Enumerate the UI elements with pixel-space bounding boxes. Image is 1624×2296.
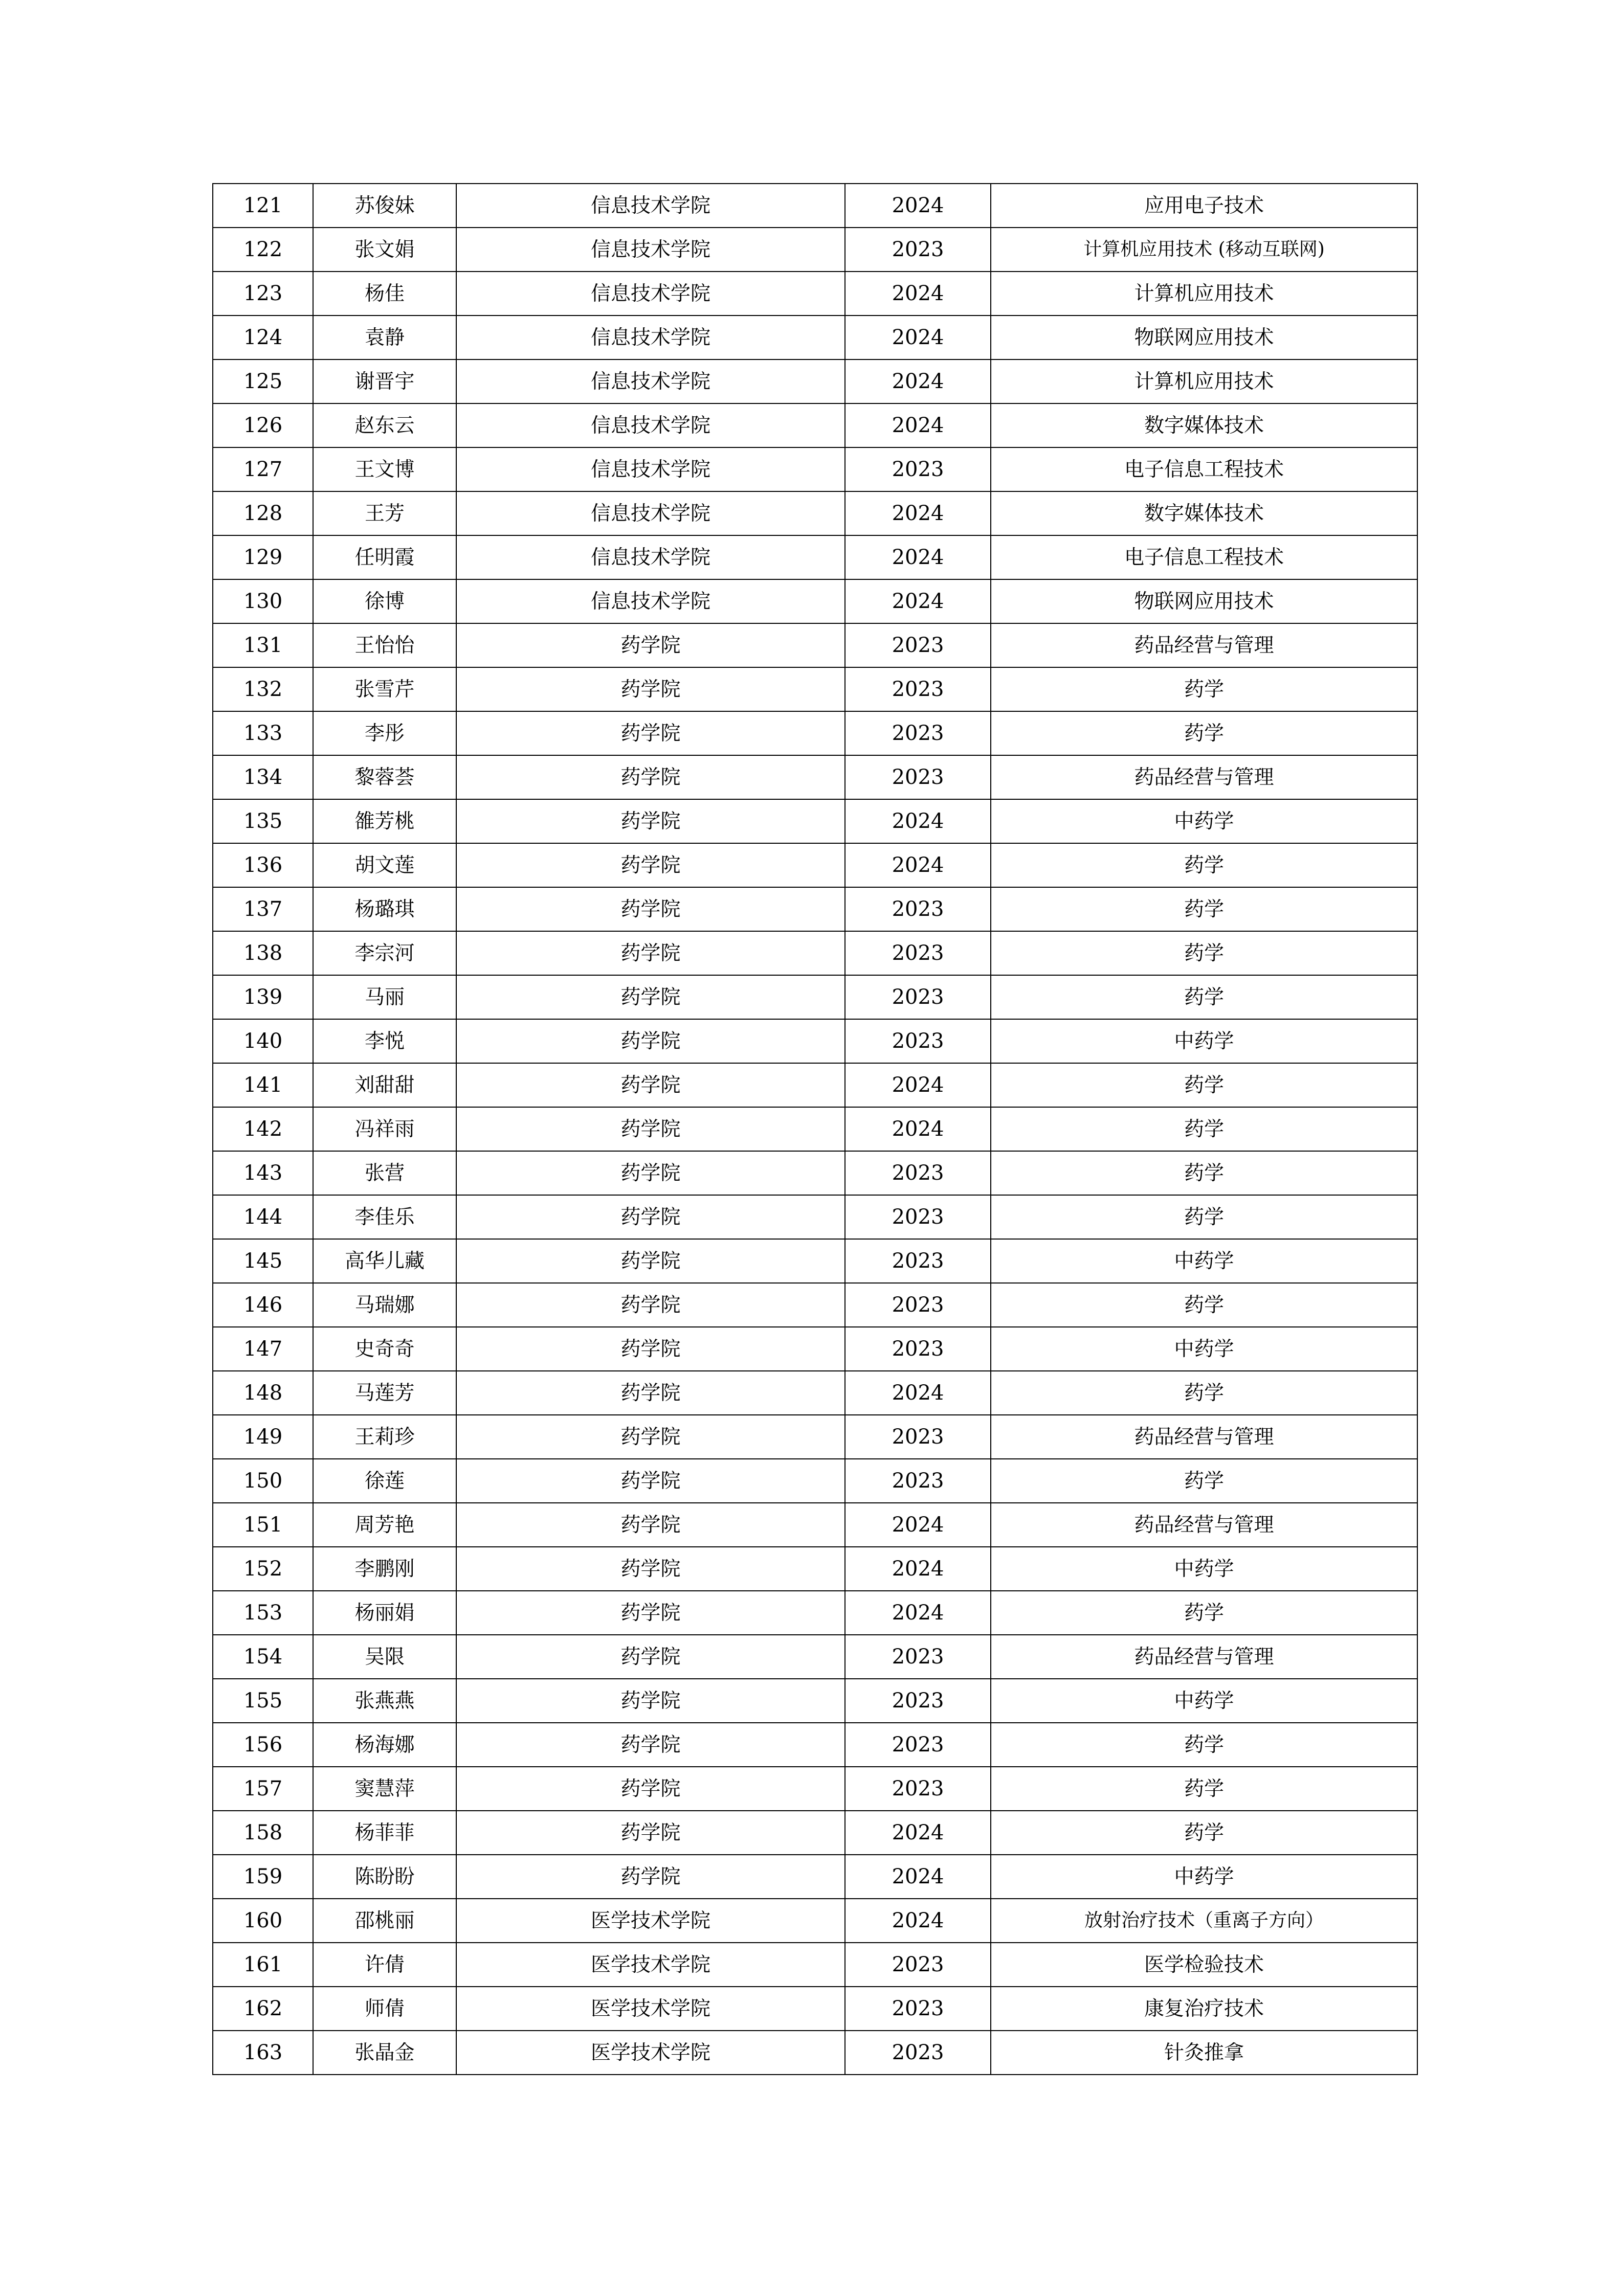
cell-major: 物联网应用技术 — [991, 316, 1417, 359]
cell-major: 药品经营与管理 — [991, 1635, 1417, 1679]
cell-sequence-number: 131 — [213, 623, 313, 667]
cell-grade-year: 2023 — [845, 975, 991, 1019]
cell-grade-year: 2024 — [845, 1371, 991, 1415]
cell-grade-year: 2023 — [845, 1239, 991, 1283]
cell-grade-year: 2023 — [845, 755, 991, 799]
cell-student-name: 李宗河 — [313, 931, 456, 975]
table-row — [213, 272, 1417, 316]
cell-grade-year: 2024 — [845, 799, 991, 843]
cell-major: 中药学 — [991, 1547, 1417, 1591]
cell-student-name: 赵东云 — [313, 403, 456, 447]
table-row — [213, 1415, 1417, 1459]
cell-college: 药学院 — [456, 755, 845, 799]
cell-student-name: 张文娟 — [313, 228, 456, 272]
cell-major: 中药学 — [991, 1679, 1417, 1723]
cell-grade-year: 2024 — [845, 535, 991, 579]
cell-major: 药学 — [991, 1195, 1417, 1239]
cell-student-name: 窦慧萍 — [313, 1767, 456, 1811]
cell-grade-year: 2024 — [845, 1899, 991, 1943]
cell-sequence-number: 150 — [213, 1459, 313, 1503]
cell-major: 电子信息工程技术 — [991, 447, 1417, 491]
table-row — [213, 1547, 1417, 1591]
cell-sequence-number: 125 — [213, 359, 313, 403]
cell-major: 药学 — [991, 1767, 1417, 1811]
cell-college: 医学技术学院 — [456, 1899, 845, 1943]
cell-student-name: 袁静 — [313, 316, 456, 359]
cell-student-name: 张晶金 — [313, 2031, 456, 2075]
cell-student-name: 刘甜甜 — [313, 1063, 456, 1107]
cell-major: 药学 — [991, 1151, 1417, 1195]
cell-sequence-number: 144 — [213, 1195, 313, 1239]
cell-college: 药学院 — [456, 1767, 845, 1811]
cell-sequence-number: 122 — [213, 228, 313, 272]
cell-student-name: 张营 — [313, 1151, 456, 1195]
table-row — [213, 1195, 1417, 1239]
table-row — [213, 359, 1417, 403]
table-row — [213, 1767, 1417, 1811]
table-row — [213, 1063, 1417, 1107]
table-row — [213, 1019, 1417, 1063]
table-row — [213, 2031, 1417, 2075]
cell-student-name: 马瑞娜 — [313, 1283, 456, 1327]
cell-college: 药学院 — [456, 1855, 845, 1899]
cell-major: 数字媒体技术 — [991, 491, 1417, 535]
cell-sequence-number: 142 — [213, 1107, 313, 1151]
cell-major: 医学检验技术 — [991, 1943, 1417, 1987]
cell-college: 药学院 — [456, 1547, 845, 1591]
cell-major: 康复治疗技术 — [991, 1987, 1417, 2031]
cell-student-name: 冯祥雨 — [313, 1107, 456, 1151]
cell-sequence-number: 154 — [213, 1635, 313, 1679]
cell-sequence-number: 140 — [213, 1019, 313, 1063]
cell-college: 信息技术学院 — [456, 184, 845, 228]
cell-major: 药学 — [991, 1371, 1417, 1415]
cell-sequence-number: 137 — [213, 887, 313, 931]
cell-major: 物联网应用技术 — [991, 579, 1417, 623]
cell-sequence-number: 121 — [213, 184, 313, 228]
cell-grade-year: 2023 — [845, 1327, 991, 1371]
cell-grade-year: 2023 — [845, 1151, 991, 1195]
cell-student-name: 王芳 — [313, 491, 456, 535]
cell-student-name: 杨海娜 — [313, 1723, 456, 1767]
cell-grade-year: 2023 — [845, 1635, 991, 1679]
cell-grade-year: 2023 — [845, 1415, 991, 1459]
cell-college: 信息技术学院 — [456, 491, 845, 535]
cell-college: 信息技术学院 — [456, 535, 845, 579]
cell-student-name: 王文博 — [313, 447, 456, 491]
cell-student-name: 李鹏刚 — [313, 1547, 456, 1591]
table-row — [213, 1635, 1417, 1679]
table-row — [213, 1327, 1417, 1371]
cell-student-name: 邵桃丽 — [313, 1899, 456, 1943]
cell-sequence-number: 128 — [213, 491, 313, 535]
table-row — [213, 1503, 1417, 1547]
cell-grade-year: 2023 — [845, 1459, 991, 1503]
cell-college: 药学院 — [456, 1063, 845, 1107]
table-row — [213, 1943, 1417, 1987]
cell-grade-year: 2024 — [845, 184, 991, 228]
cell-sequence-number: 163 — [213, 2031, 313, 2075]
table-row — [213, 535, 1417, 579]
table-row — [213, 799, 1417, 843]
cell-student-name: 李悦 — [313, 1019, 456, 1063]
cell-major: 数字媒体技术 — [991, 403, 1417, 447]
cell-sequence-number: 156 — [213, 1723, 313, 1767]
cell-major: 药学 — [991, 1459, 1417, 1503]
cell-major: 药品经营与管理 — [991, 1415, 1417, 1459]
cell-sequence-number: 161 — [213, 1943, 313, 1987]
cell-student-name: 胡文莲 — [313, 843, 456, 887]
cell-college: 药学院 — [456, 711, 845, 755]
cell-major: 药学 — [991, 1283, 1417, 1327]
cell-sequence-number: 126 — [213, 403, 313, 447]
cell-major: 中药学 — [991, 1019, 1417, 1063]
cell-college: 药学院 — [456, 887, 845, 931]
cell-grade-year: 2023 — [845, 2031, 991, 2075]
cell-grade-year: 2023 — [845, 1283, 991, 1327]
cell-student-name: 徐莲 — [313, 1459, 456, 1503]
table-row — [213, 843, 1417, 887]
cell-college: 药学院 — [456, 1327, 845, 1371]
cell-sequence-number: 141 — [213, 1063, 313, 1107]
cell-major: 放射治疗技术（重离子方向） — [991, 1899, 1417, 1943]
table-row — [213, 184, 1417, 228]
cell-college: 药学院 — [456, 1503, 845, 1547]
cell-grade-year: 2023 — [845, 447, 991, 491]
cell-sequence-number: 147 — [213, 1327, 313, 1371]
cell-major: 药学 — [991, 1063, 1417, 1107]
cell-student-name: 谢晋宇 — [313, 359, 456, 403]
cell-college: 药学院 — [456, 843, 845, 887]
cell-grade-year: 2024 — [845, 843, 991, 887]
cell-grade-year: 2023 — [845, 1723, 991, 1767]
table-row — [213, 1987, 1417, 2031]
cell-major: 药学 — [991, 931, 1417, 975]
cell-major: 计算机应用技术 — [991, 359, 1417, 403]
cell-major: 中药学 — [991, 1327, 1417, 1371]
cell-grade-year: 2023 — [845, 1987, 991, 2031]
cell-sequence-number: 138 — [213, 931, 313, 975]
table-row — [213, 1811, 1417, 1855]
cell-major: 计算机应用技术 — [991, 272, 1417, 316]
table-row — [213, 1371, 1417, 1415]
cell-sequence-number: 155 — [213, 1679, 313, 1723]
cell-major: 中药学 — [991, 1855, 1417, 1899]
cell-grade-year: 2024 — [845, 491, 991, 535]
cell-sequence-number: 135 — [213, 799, 313, 843]
cell-college: 药学院 — [456, 1679, 845, 1723]
cell-sequence-number: 132 — [213, 667, 313, 711]
roster-table-container — [212, 183, 1417, 2075]
table-row — [213, 228, 1417, 272]
cell-sequence-number: 151 — [213, 1503, 313, 1547]
cell-student-name: 徐博 — [313, 579, 456, 623]
cell-college: 信息技术学院 — [456, 447, 845, 491]
cell-grade-year: 2024 — [845, 1107, 991, 1151]
cell-college: 药学院 — [456, 1239, 845, 1283]
cell-student-name: 许倩 — [313, 1943, 456, 1987]
cell-student-name: 任明霞 — [313, 535, 456, 579]
cell-grade-year: 2023 — [845, 887, 991, 931]
cell-college: 药学院 — [456, 623, 845, 667]
cell-student-name: 杨丽娟 — [313, 1591, 456, 1635]
cell-sequence-number: 157 — [213, 1767, 313, 1811]
cell-grade-year: 2024 — [845, 1547, 991, 1591]
cell-major: 药学 — [991, 887, 1417, 931]
cell-college: 药学院 — [456, 1195, 845, 1239]
cell-major: 药学 — [991, 1723, 1417, 1767]
cell-grade-year: 2024 — [845, 316, 991, 359]
cell-sequence-number: 130 — [213, 579, 313, 623]
cell-college: 药学院 — [456, 931, 845, 975]
cell-sequence-number: 149 — [213, 1415, 313, 1459]
cell-student-name: 吴限 — [313, 1635, 456, 1679]
table-row — [213, 1459, 1417, 1503]
cell-student-name: 杨菲菲 — [313, 1811, 456, 1855]
table-row — [213, 975, 1417, 1019]
cell-major: 药学 — [991, 843, 1417, 887]
cell-major: 药学 — [991, 975, 1417, 1019]
cell-sequence-number: 127 — [213, 447, 313, 491]
cell-student-name: 师倩 — [313, 1987, 456, 2031]
table-row — [213, 755, 1417, 799]
cell-college: 药学院 — [456, 1107, 845, 1151]
cell-grade-year: 2023 — [845, 1943, 991, 1987]
cell-major: 药学 — [991, 1591, 1417, 1635]
table-row — [213, 1283, 1417, 1327]
cell-student-name: 李佳乐 — [313, 1195, 456, 1239]
table-row — [213, 1679, 1417, 1723]
cell-student-name: 周芳艳 — [313, 1503, 456, 1547]
cell-student-name: 黎蓉荟 — [313, 755, 456, 799]
cell-student-name: 马丽 — [313, 975, 456, 1019]
cell-sequence-number: 158 — [213, 1811, 313, 1855]
cell-sequence-number: 129 — [213, 535, 313, 579]
cell-student-name: 雒芳桃 — [313, 799, 456, 843]
cell-grade-year: 2023 — [845, 623, 991, 667]
cell-major: 药学 — [991, 1107, 1417, 1151]
cell-college: 信息技术学院 — [456, 403, 845, 447]
table-row — [213, 316, 1417, 359]
cell-college: 信息技术学院 — [456, 272, 845, 316]
cell-grade-year: 2023 — [845, 228, 991, 272]
cell-grade-year: 2023 — [845, 931, 991, 975]
cell-major: 药学 — [991, 711, 1417, 755]
cell-student-name: 李彤 — [313, 711, 456, 755]
cell-student-name: 张雪芹 — [313, 667, 456, 711]
cell-sequence-number: 162 — [213, 1987, 313, 2031]
cell-grade-year: 2024 — [845, 1855, 991, 1899]
cell-grade-year: 2024 — [845, 403, 991, 447]
cell-college: 信息技术学院 — [456, 359, 845, 403]
table-row — [213, 931, 1417, 975]
cell-grade-year: 2024 — [845, 1503, 991, 1547]
table-row — [213, 1107, 1417, 1151]
cell-grade-year: 2024 — [845, 1811, 991, 1855]
cell-grade-year: 2023 — [845, 1019, 991, 1063]
cell-college: 药学院 — [456, 1591, 845, 1635]
cell-student-name: 陈盼盼 — [313, 1855, 456, 1899]
cell-major: 应用电子技术 — [991, 184, 1417, 228]
cell-sequence-number: 153 — [213, 1591, 313, 1635]
cell-grade-year: 2023 — [845, 1679, 991, 1723]
cell-major: 药品经营与管理 — [991, 755, 1417, 799]
cell-sequence-number: 143 — [213, 1151, 313, 1195]
cell-major: 药学 — [991, 1811, 1417, 1855]
table-row — [213, 711, 1417, 755]
cell-grade-year: 2024 — [845, 359, 991, 403]
cell-major: 针灸推拿 — [991, 2031, 1417, 2075]
table-row — [213, 1591, 1417, 1635]
table-row — [213, 1723, 1417, 1767]
cell-college: 药学院 — [456, 1151, 845, 1195]
cell-college: 药学院 — [456, 667, 845, 711]
roster-table — [212, 183, 1418, 2075]
cell-college: 药学院 — [456, 1283, 845, 1327]
cell-sequence-number: 133 — [213, 711, 313, 755]
cell-grade-year: 2023 — [845, 667, 991, 711]
cell-sequence-number: 145 — [213, 1239, 313, 1283]
table-row — [213, 1899, 1417, 1943]
cell-major: 计算机应用技术 (移动互联网) — [991, 228, 1417, 272]
cell-sequence-number: 139 — [213, 975, 313, 1019]
cell-college: 医学技术学院 — [456, 1943, 845, 1987]
table-row — [213, 1239, 1417, 1283]
cell-college: 药学院 — [456, 1019, 845, 1063]
table-row — [213, 403, 1417, 447]
table-row — [213, 667, 1417, 711]
table-row — [213, 1855, 1417, 1899]
cell-student-name: 马莲芳 — [313, 1371, 456, 1415]
cell-college: 信息技术学院 — [456, 579, 845, 623]
cell-sequence-number: 124 — [213, 316, 313, 359]
cell-grade-year: 2024 — [845, 272, 991, 316]
table-row — [213, 447, 1417, 491]
cell-major: 中药学 — [991, 1239, 1417, 1283]
cell-grade-year: 2023 — [845, 1767, 991, 1811]
cell-sequence-number: 148 — [213, 1371, 313, 1415]
cell-sequence-number: 152 — [213, 1547, 313, 1591]
cell-sequence-number: 146 — [213, 1283, 313, 1327]
cell-major: 中药学 — [991, 799, 1417, 843]
cell-grade-year: 2023 — [845, 1195, 991, 1239]
cell-sequence-number: 134 — [213, 755, 313, 799]
cell-college: 药学院 — [456, 1723, 845, 1767]
table-row — [213, 623, 1417, 667]
cell-grade-year: 2024 — [845, 579, 991, 623]
cell-sequence-number: 159 — [213, 1855, 313, 1899]
cell-college: 药学院 — [456, 1811, 845, 1855]
cell-student-name: 苏俊妹 — [313, 184, 456, 228]
cell-college: 医学技术学院 — [456, 1987, 845, 2031]
cell-college: 信息技术学院 — [456, 316, 845, 359]
cell-student-name: 王莉珍 — [313, 1415, 456, 1459]
cell-student-name: 杨璐琪 — [313, 887, 456, 931]
cell-student-name: 高华儿藏 — [313, 1239, 456, 1283]
cell-sequence-number: 160 — [213, 1899, 313, 1943]
cell-sequence-number: 136 — [213, 843, 313, 887]
cell-college: 药学院 — [456, 1371, 845, 1415]
cell-college: 药学院 — [456, 975, 845, 1019]
cell-sequence-number: 123 — [213, 272, 313, 316]
cell-college: 药学院 — [456, 799, 845, 843]
cell-college: 医学技术学院 — [456, 2031, 845, 2075]
cell-student-name: 王怡怡 — [313, 623, 456, 667]
cell-student-name: 杨佳 — [313, 272, 456, 316]
cell-college: 药学院 — [456, 1415, 845, 1459]
roster-table-body — [213, 184, 1417, 2075]
cell-college: 信息技术学院 — [456, 228, 845, 272]
table-row — [213, 491, 1417, 535]
table-row — [213, 887, 1417, 931]
cell-major: 药品经营与管理 — [991, 1503, 1417, 1547]
cell-major: 药品经营与管理 — [991, 623, 1417, 667]
cell-major: 药学 — [991, 667, 1417, 711]
table-row — [213, 1151, 1417, 1195]
table-row — [213, 579, 1417, 623]
cell-student-name: 史奇奇 — [313, 1327, 456, 1371]
cell-college: 药学院 — [456, 1459, 845, 1503]
cell-major: 电子信息工程技术 — [991, 535, 1417, 579]
cell-student-name: 张燕燕 — [313, 1679, 456, 1723]
cell-grade-year: 2024 — [845, 1063, 991, 1107]
cell-grade-year: 2024 — [845, 1591, 991, 1635]
cell-grade-year: 2023 — [845, 711, 991, 755]
cell-college: 药学院 — [456, 1635, 845, 1679]
